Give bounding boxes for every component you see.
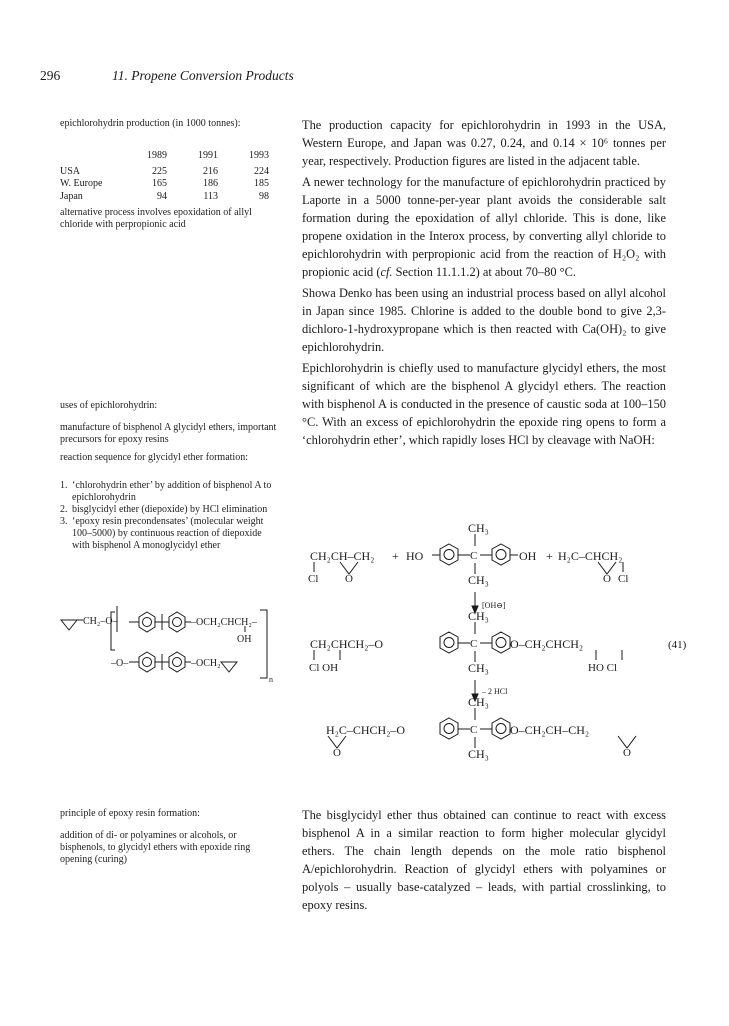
epoxide-ring [221,662,237,672]
list-item: 3. ‘epoxy resin precondensates’ (molecular weight 100–5000) by continuous reaction of diepoxide with bisphenol A monoglycidyl ether [60,516,264,551]
paragraph-showa: Showa Denko has been using an industrial process based on allyl alcohol in Japan since 1985. Chlorine is added to the double bond to give 2,3-dichloro-1-hydroxypropane which is then reacted with Ca(OH)₂ to give epichlorohydrin. [302,286,666,354]
ch3-label: CH₃ [468,573,489,587]
benzene-ring [440,718,458,739]
bisglycidyl-ether-left: H₂C–CHCH₂–O [326,723,406,737]
resin-n-label: n [269,675,273,684]
chlorohydrin-ether-right: O–CH₂CHCH₂ [510,637,584,651]
oh-label: OH [519,549,537,563]
paragraph-bisglycidyl: The bisglycidyl ether thus obtained can continue to react with excess bisphenol A in a similar reaction to form higher molecular glycidyl ethers. The chain length depends on the mole ratio bisphenol A/epichlorohydrin. Reaction of glycidyl ethers with polyamines or polyols – usually base-catalyzed – leads, with partial crosslinking, to epoxy resins. [302,808,666,912]
paragraph-capacity: The production capacity for epichlorohydrin in 1993 in the USA, Western Europe, and Japan was 0.27, 0.24, and 0.14 × 10⁶ tonnes per year, respectively. Production figures are listed in the adjacent table. [302,118,666,168]
equation-number: (41) [668,639,687,651]
steps-list [60,480,280,552]
resin-bottom-right: –OCH₂ [191,658,221,669]
oxygen-label: O [623,747,631,759]
chapter-title: 11. Propene Conversion Products [112,68,294,83]
value-cell: 224 [254,165,269,177]
main-text-top [302,116,666,452]
table-row [60,178,275,191]
page-number: 296 [40,68,61,83]
principle-text: addition of di- or polyamines or alcohols, or bisphenols, to glycidyl ethers with epoxide ring opening (curing) [60,830,251,865]
ho-cl-label: HO Cl [588,662,618,674]
region-cell: USA [60,165,81,177]
paragraph-uses: Epichlorohydrin is chiefly used to manufacture glycidyl ethers, the most significant of which are the bisphenol A glycidyl ethers. The reaction with bisphenol A is conducted in the presence of caustic soda at 100–150 °C. With an excess of epichlorohydrin the epoxide ring opens to form a ‘chlorohydrin ether’, which rapidly loses HCl by cleavage with NaOH: [302,361,666,447]
table-row [60,191,275,204]
ch3-label: CH₃ [468,695,489,709]
quaternary-c-label: C [470,724,478,736]
year-1989: 1989 [147,150,167,161]
epoxy-resin-structure [55,588,295,698]
oxygen-label: O [333,747,341,759]
chlorine-label: Cl [618,573,629,585]
value-cell: 98 [259,190,269,202]
value-cell: 165 [152,178,167,189]
resin-right-label: –OCH₂CHCH₂– [191,617,257,628]
value-cell: 185 [254,178,269,189]
benzene-ring [492,544,510,565]
benzene-ring [492,632,510,653]
hcl-elimination-label: – 2 HCl [482,687,508,696]
benzene-ring [440,544,458,565]
uses-text: manufacture of bisphenol A glycidyl ethers, important precursors for epoxy resins [60,422,277,445]
value-cell: 186 [203,178,218,189]
ch3-label: CH₃ [468,609,489,623]
list-item: 1. ‘chlorohydrin ether’ by addition of bisphenol A to epichlorohydrin [60,480,272,503]
oxygen-label: O [345,573,353,585]
value-cell: 225 [152,165,167,177]
benzene-ring [492,718,510,739]
plus-sign: + [392,549,399,563]
quaternary-c-label: C [470,638,478,650]
resin-oh-label: OH [237,634,252,645]
region-cell: W. Europe [60,178,103,189]
plus-sign: + [546,549,553,563]
epoxide-ring [61,620,77,630]
reaction-scheme-41 [300,518,700,768]
cl-oh-label: Cl OH [309,662,339,674]
table-row [60,166,275,179]
chlorohydrin-ether-left: CH₂CHCH₂–O [310,637,384,651]
ch3-label: CH₃ [468,747,489,761]
resin-left-label: CH₂–O– [83,616,118,627]
ch3-label: CH₃ [468,521,489,535]
principle-title: principle of epoxy resin formation: [60,808,200,819]
benzene-ring [139,612,155,632]
benzene-ring [169,612,185,632]
chlorine-label: Cl [308,573,319,585]
resin-bottom-left: –O– [111,658,129,669]
benzene-ring [139,652,155,672]
year-1993: 1993 [249,150,269,161]
list-item: 2. bisglycidyl ether (diepoxide) by HCl elimination [60,504,268,515]
region-cell: Japan [60,190,83,202]
table-header-row [60,150,275,163]
ho-label: HO [406,549,424,563]
value-cell: 216 [203,165,218,177]
production-title: epichlorohydrin production (in 1000 tonnes): [60,118,241,129]
value-cell: 113 [203,190,218,202]
value-cell: 94 [157,190,167,202]
catalyst-label: [OH⊖] [482,601,506,610]
uses-title: uses of epichlorohydrin: [60,400,158,411]
quaternary-c-label: C [470,550,478,562]
alt-process-note: alternative process involves epoxidation of allyl chloride with perpropionic acid [60,207,252,230]
production-table [60,150,275,203]
benzene-ring [440,632,458,653]
epichlorohydrin-formula: H₂C–CHCH₂ [558,549,623,563]
year-1991: 1991 [198,150,218,161]
bisglycidyl-ether-right: O–CH₂CH–CH₂ [510,723,590,737]
ch3-label: CH₃ [468,661,489,675]
oxygen-label: O [603,573,611,585]
reaction-seq-title: reaction sequence for glycidyl ether formation: [60,452,248,463]
main-text-bottom [302,806,666,917]
paragraph-laporte: A newer technology for the manufacture of epichlorohydrin practiced by Laporte in a 5000 tonne-per-year plant avoids the considerable salt formation during the epoxidation of allyl chloride. This is done, like propene oxidation in the Interox process, by converting allyl chloride to epichlorohydrin with perpropionic acid from the reaction of H₂O₂ with propionic acid (cf. Section 11.1.1.2) at about 70–80 °C. [302,175,666,279]
benzene-ring [169,652,185,672]
epichlorohydrin-formula: CH₂CH–CH₂ [310,549,375,563]
